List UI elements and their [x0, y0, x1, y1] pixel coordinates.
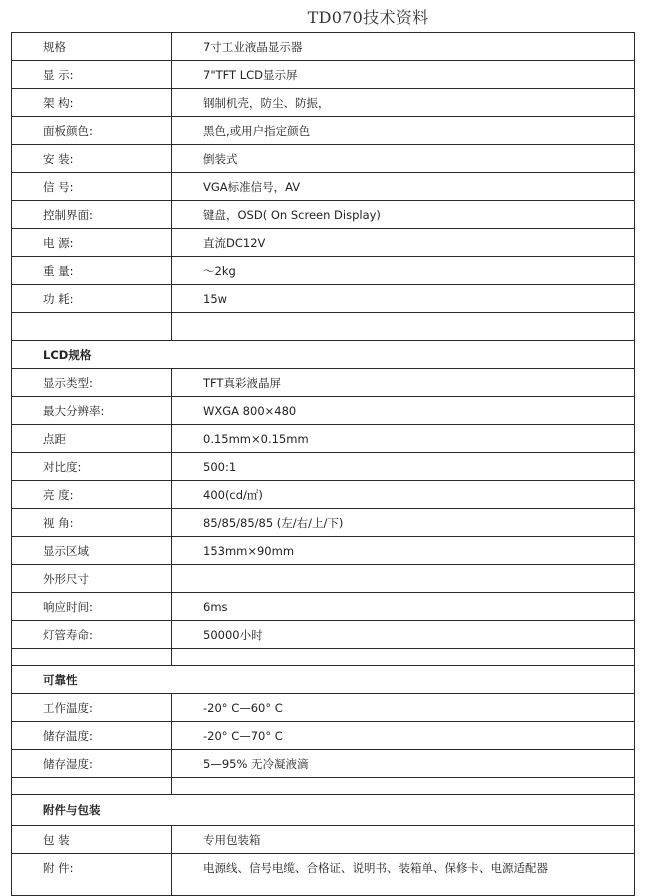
- spec-label: 工作温度:: [12, 694, 172, 722]
- spec-label: 最大分辨率:: [12, 397, 172, 425]
- section-heading: 附件与包装: [12, 795, 635, 826]
- spec-row: [12, 565, 635, 593]
- spec-value: [172, 313, 635, 341]
- spec-label: 储存温度:: [12, 722, 172, 750]
- spec-label: 架 构:: [12, 89, 172, 117]
- spec-label: 包 装: [12, 826, 172, 854]
- spec-row: [12, 173, 635, 201]
- spec-value: WXGA 800×480: [172, 397, 635, 425]
- spec-row: [12, 854, 635, 896]
- section-heading: LCD规格: [12, 341, 635, 369]
- spec-value: 0.15mm×0.15mm: [172, 425, 635, 453]
- spec-label: [12, 313, 172, 341]
- spec-value: 黑色,或用户指定颜色: [172, 117, 635, 145]
- spec-label: 附 件:: [12, 854, 172, 896]
- spec-row: [12, 257, 635, 285]
- spec-row: [12, 145, 635, 173]
- spec-row: [12, 621, 635, 649]
- spec-label: 响应时间:: [12, 593, 172, 621]
- spec-label: [12, 778, 172, 795]
- spec-label: 规格: [12, 33, 172, 61]
- spec-table: [11, 32, 635, 896]
- spec-value: 400(cd/㎡): [172, 481, 635, 509]
- spec-value: 85/85/85/85 (左/右/上/下): [172, 509, 635, 537]
- spec-label: 外形尺寸: [12, 565, 172, 593]
- spec-row: [12, 425, 635, 453]
- section-heading: 可靠性: [12, 666, 635, 694]
- spec-row: [12, 537, 635, 565]
- spec-row: [12, 397, 635, 425]
- spec-row-empty: [12, 313, 635, 341]
- spec-row: [12, 826, 635, 854]
- spec-value: 键盘，OSD( On Screen Display): [172, 201, 635, 229]
- spec-value: [172, 778, 635, 795]
- spec-value: 电源线、信号电缆、合格证、说明书、装箱单、保修卡、电源适配器: [172, 854, 635, 896]
- spec-value: 直流DC12V: [172, 229, 635, 257]
- spec-label: 功 耗:: [12, 285, 172, 313]
- spec-row-empty: [12, 778, 635, 795]
- spec-value: [172, 565, 635, 593]
- spec-value: 6ms: [172, 593, 635, 621]
- spec-label: 点距: [12, 425, 172, 453]
- spec-value: 7"TFT LCD显示屏: [172, 61, 635, 89]
- spec-row: [12, 117, 635, 145]
- spec-label: 显 示:: [12, 61, 172, 89]
- spec-label: 储存湿度:: [12, 750, 172, 778]
- spec-value: 50000小时: [172, 621, 635, 649]
- spec-row: [12, 33, 635, 61]
- spec-row: [12, 201, 635, 229]
- section-header-reliability: [12, 666, 635, 694]
- spec-value: [172, 649, 635, 666]
- spec-label: 显示区域: [12, 537, 172, 565]
- spec-row: [12, 509, 635, 537]
- section-header-lcd: [12, 341, 635, 369]
- spec-value: 5—95% 无冷凝液滴: [172, 750, 635, 778]
- spec-row: [12, 229, 635, 257]
- spec-label: 对比度:: [12, 453, 172, 481]
- spec-value: 钢制机壳，防尘、防振，: [172, 89, 635, 117]
- spec-label: 信 号:: [12, 173, 172, 201]
- spec-value: -20° C—60° C: [172, 694, 635, 722]
- spec-row: [12, 694, 635, 722]
- section-header-accessories: [12, 795, 635, 826]
- spec-row: [12, 61, 635, 89]
- spec-value: 7寸工业液晶显示器: [172, 33, 635, 61]
- spec-row: [12, 285, 635, 313]
- document-title-text: TD070技术资料: [307, 8, 429, 27]
- spec-value: 500:1: [172, 453, 635, 481]
- spec-label: 电 源:: [12, 229, 172, 257]
- spec-row: [12, 453, 635, 481]
- spec-row: [12, 369, 635, 397]
- spec-label: 亮 度:: [12, 481, 172, 509]
- spec-label: [12, 649, 172, 666]
- spec-value: 专用包装箱: [172, 826, 635, 854]
- spec-label: 显示类型:: [12, 369, 172, 397]
- spec-row: [12, 89, 635, 117]
- spec-value: TFT真彩液晶屏: [172, 369, 635, 397]
- spec-row: [12, 593, 635, 621]
- spec-value: 153mm×90mm: [172, 537, 635, 565]
- spec-value: ～2kg: [172, 257, 635, 285]
- spec-label: 灯管寿命:: [12, 621, 172, 649]
- spec-value: -20° C—70° C: [172, 722, 635, 750]
- spec-label: 重 量:: [12, 257, 172, 285]
- spec-label: 安 装:: [12, 145, 172, 173]
- spec-row: [12, 750, 635, 778]
- spec-value: VGA标准信号，AV: [172, 173, 635, 201]
- spec-table-body: [12, 33, 635, 896]
- spec-value: 15w: [172, 285, 635, 313]
- document-title: [0, 5, 648, 28]
- spec-label: 视 角:: [12, 509, 172, 537]
- spec-row-empty: [12, 649, 635, 666]
- spec-row: [12, 722, 635, 750]
- spec-value: 倒装式: [172, 145, 635, 173]
- spec-label: 面板颜色:: [12, 117, 172, 145]
- spec-label: 控制界面:: [12, 201, 172, 229]
- spec-row: [12, 481, 635, 509]
